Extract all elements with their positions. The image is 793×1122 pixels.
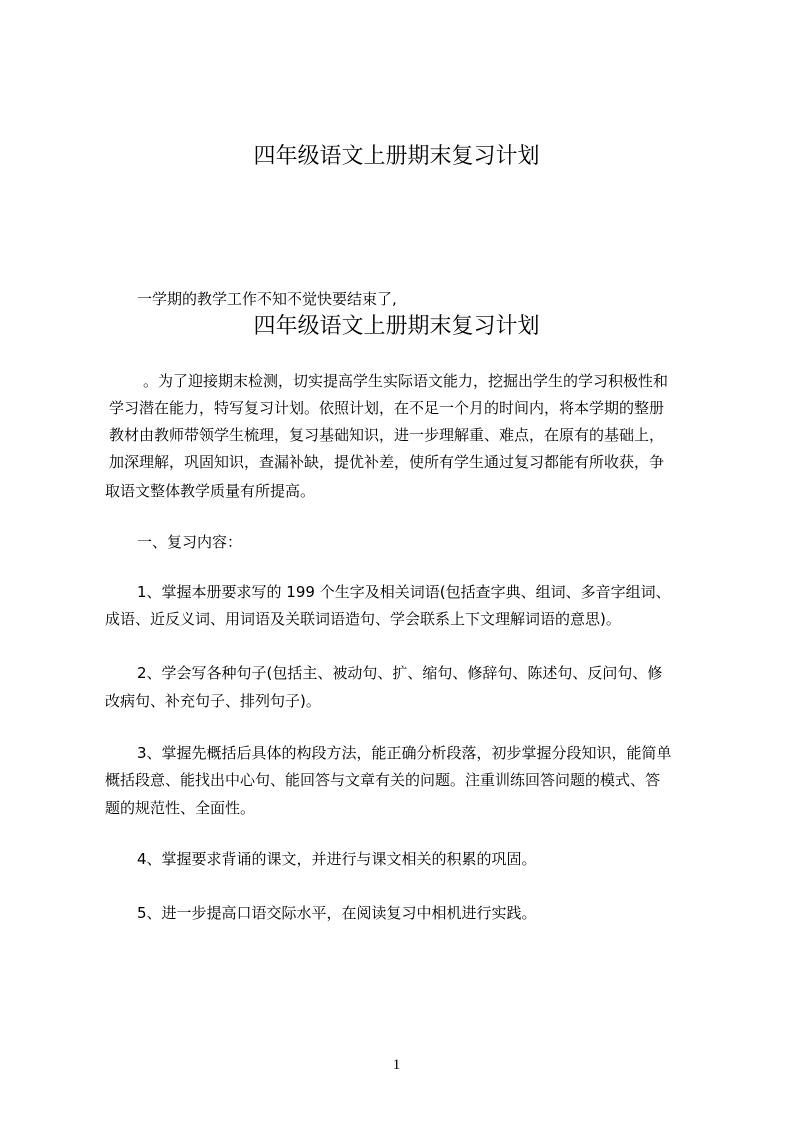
document-title: 四年级语文上册期末复习计划 xyxy=(253,144,540,169)
paragraph-line: 学习潜在能力，特写复习计划。依照计划，在不足一个月的时间内，将本学期的整册 xyxy=(109,399,665,417)
item-line: 概括段意、能找出中心句、能回答与文章有关的问题。注重训练回答问题的模式、答 xyxy=(105,771,661,789)
item-line: 1、掌握本册要求写的 199 个生字及相关词语(包括查字典、组词、多音字组词、 xyxy=(137,583,671,601)
item-line: 改病句、补充句子、排列句子)。 xyxy=(105,692,321,710)
item-line: 题的规范性、全面性。 xyxy=(105,799,256,817)
page-number: 1 xyxy=(392,1057,401,1073)
repeated-title: 四年级语文上册期末复习计划 xyxy=(253,314,540,339)
paragraph-line: 。为了迎接期末检测，切实提高学生实际语文能力，挖掘出学生的学习积极性和 xyxy=(143,372,669,390)
item-line: 3、掌握先概括后具体的构段方法，能正确分析段落，初步掌握分段知识，能简单 xyxy=(137,744,672,762)
intro-line: 一学期的教学工作不知不觉快要结束了, xyxy=(137,290,397,308)
item-line: 2、学会写各种句子(包括主、被动句、扩、缩句、修辞句、陈述句、反问句、修 xyxy=(137,664,663,682)
section-heading: 一、复习内容： xyxy=(137,533,243,551)
item-line: 成语、近反义词、用词语及关联词语造句、学会联系上下文理解词语的意思)。 xyxy=(105,610,621,628)
paragraph-line: 取语文整体教学质量有所提高。 xyxy=(105,482,316,500)
paragraph-line: 教材由教师带领学生梳理，复习基础知识，进一步理解重、难点，在原有的基础上， xyxy=(109,426,665,444)
paragraph-line: 加深理解，巩固知识，查漏补缺，提优补差，使所有学生通过复习都能有所收获，争 xyxy=(109,453,665,471)
item-line: 4、掌握要求背诵的课文，并进行与课文相关的积累的巩固。 xyxy=(137,850,537,868)
item-line: 5、进一步提高口语交际水平，在阅读复习中相机进行实践。 xyxy=(137,904,537,922)
